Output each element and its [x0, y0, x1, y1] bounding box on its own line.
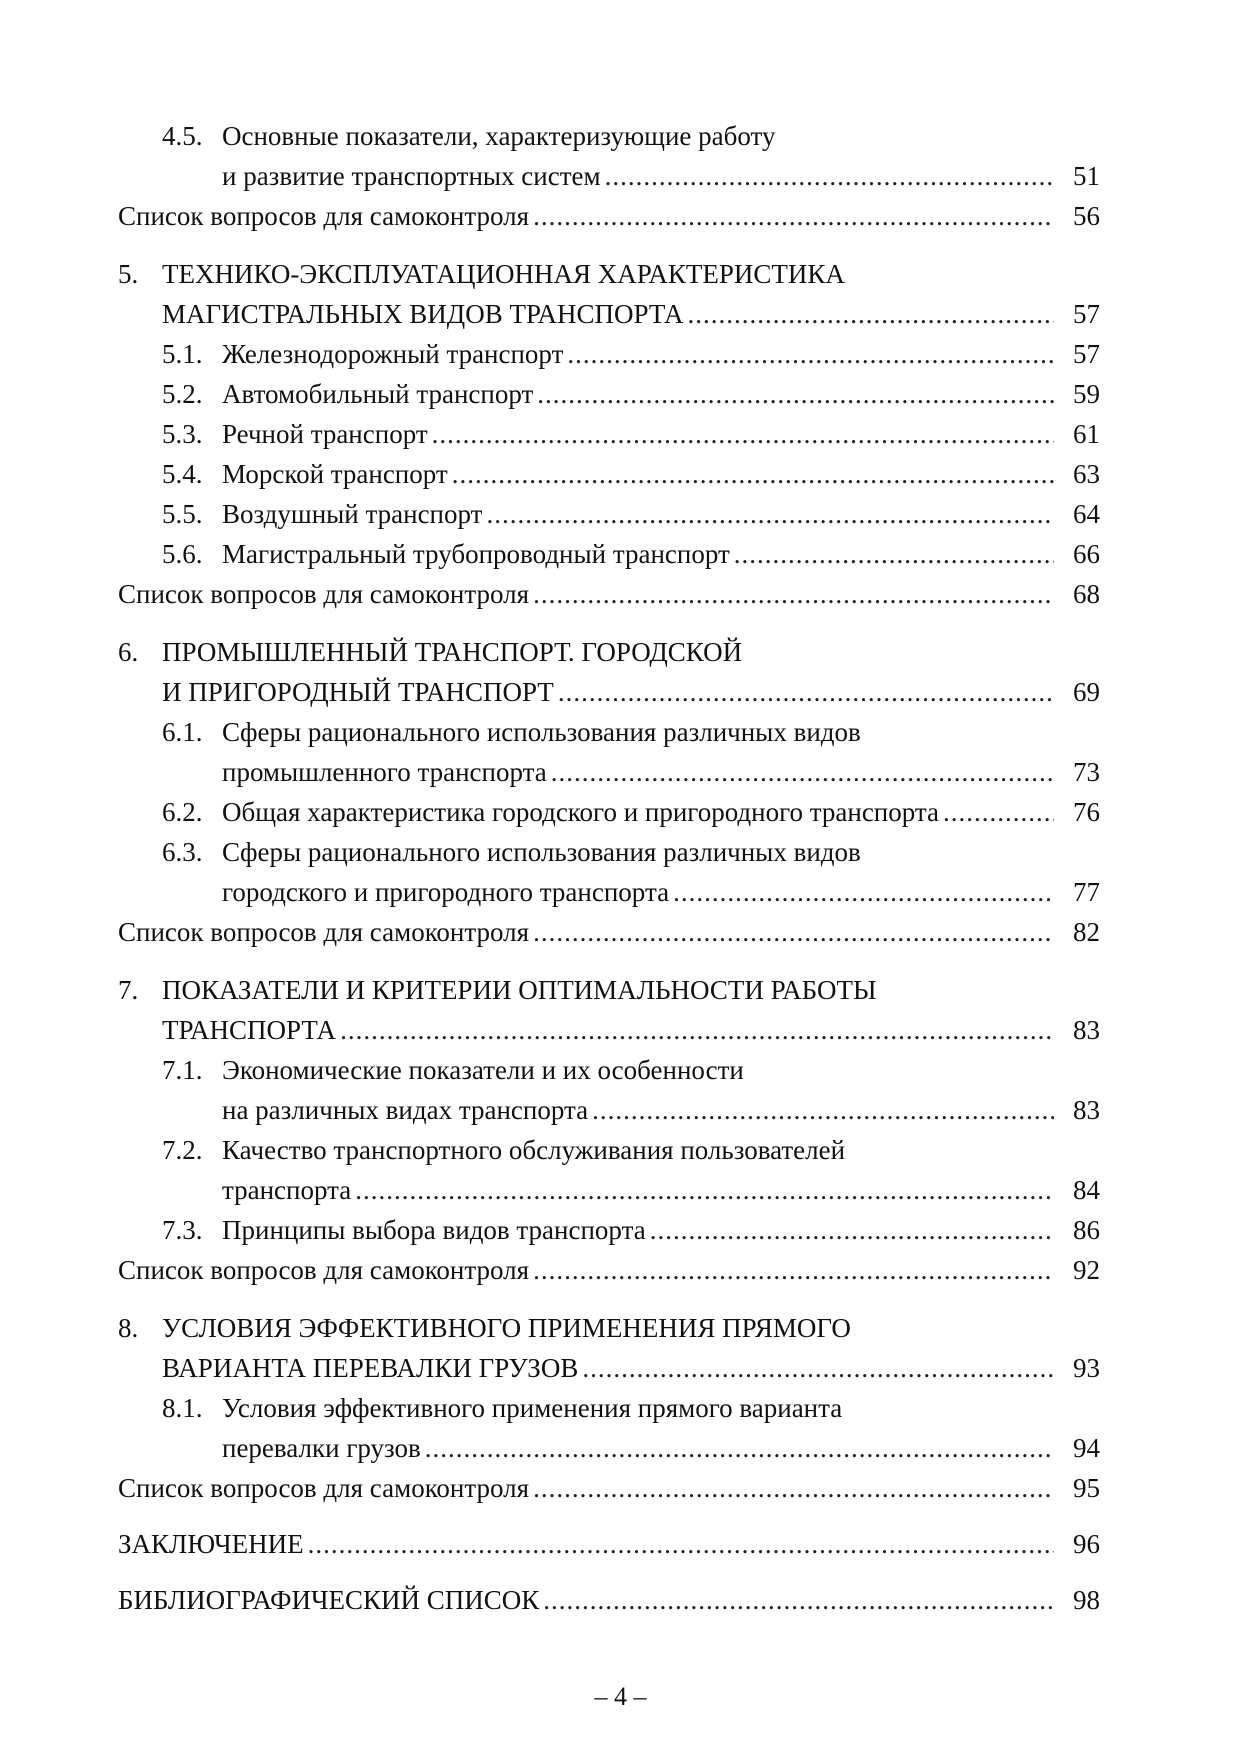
toc-title: Список вопросов для самоконтроля [118, 917, 530, 947]
toc-number: 6.3. [162, 837, 203, 867]
dot-leader [543, 1580, 1054, 1620]
toc-title: Список вопросов для самоконтроля [118, 1255, 530, 1285]
toc-line [118, 1524, 1100, 1564]
toc-section-entry [118, 494, 1100, 534]
toc-title: Сферы рационального использования различных видов [222, 837, 861, 867]
toc-line [118, 294, 1100, 334]
toc-title: ВАРИАНТА ПЕРЕВАЛКИ ГРУЗОВ [162, 1353, 579, 1383]
toc-number: 5.4. [162, 459, 203, 489]
toc-line [118, 1580, 1100, 1620]
toc-line [118, 494, 1100, 534]
toc-title: и развитие транспортных систем [222, 161, 601, 191]
toc-line [118, 414, 1100, 454]
toc-line [118, 454, 1100, 494]
toc-section-entry [118, 712, 1100, 792]
toc-page-number: 59 [1073, 379, 1100, 409]
dot-leader [486, 494, 1054, 534]
toc-chapter-entry [118, 632, 1100, 712]
toc-title: ПОКАЗАТЕЛИ И КРИТЕРИИ ОПТИМАЛЬНОСТИ РАБОТЫ [162, 975, 877, 1005]
toc-page-number: 83 [1073, 1095, 1100, 1125]
toc-line [118, 1050, 1100, 1090]
toc-page-number: 86 [1073, 1215, 1100, 1245]
toc-number: 5.2. [162, 379, 203, 409]
toc-page-number: 76 [1073, 797, 1100, 827]
toc-number: 6. [118, 637, 139, 667]
toc-title: Речной транспорт [222, 419, 428, 449]
dot-leader [551, 752, 1054, 792]
toc-page-number: 98 [1073, 1585, 1100, 1615]
toc-number: 5.1. [162, 339, 203, 369]
toc-page-number: 64 [1073, 499, 1100, 529]
toc-line [118, 1428, 1100, 1468]
toc-line [118, 712, 1100, 752]
toc-title: Воздушный транспорт [222, 499, 483, 529]
toc-title: на различных видах транспорта [222, 1095, 589, 1125]
toc-line [118, 872, 1100, 912]
toc-title: Автомобильный транспорт [222, 379, 534, 409]
toc-section-entry [118, 454, 1100, 494]
toc-line [118, 1308, 1100, 1348]
toc-line [118, 632, 1100, 672]
dot-leader [734, 534, 1054, 574]
toc-entry [118, 196, 1100, 236]
toc-number: 7.1. [162, 1055, 203, 1085]
toc-section-entry [118, 1388, 1100, 1468]
toc-title: Магистральный трубопроводный транспорт [222, 539, 730, 569]
toc-section-entry [118, 1050, 1100, 1130]
toc-page-number: 61 [1073, 419, 1100, 449]
page-number: – 4 – [594, 1682, 647, 1711]
toc-line [118, 832, 1100, 872]
dot-leader [533, 574, 1054, 614]
toc-section-entry [118, 1130, 1100, 1210]
toc-chapter-entry [118, 1308, 1100, 1388]
toc-title: Экономические показатели и их особенности [222, 1055, 744, 1085]
dot-leader [650, 1210, 1054, 1250]
toc-line [118, 1130, 1100, 1170]
toc-title: Качество транспортного обслуживания пользователей [222, 1135, 846, 1165]
toc-line [118, 912, 1100, 952]
dot-leader [592, 1090, 1054, 1130]
toc-page-number: 69 [1073, 677, 1100, 707]
dot-leader [452, 454, 1054, 494]
toc-line [118, 1170, 1100, 1210]
dot-leader [533, 912, 1054, 952]
toc-title: транспорта [222, 1175, 352, 1205]
toc-page-number: 51 [1073, 161, 1100, 191]
toc-line [118, 156, 1100, 196]
toc-title: ЗАКЛЮЧЕНИЕ [118, 1529, 304, 1559]
toc-line [118, 374, 1100, 414]
toc-number: 7. [118, 975, 139, 1005]
dot-leader [533, 1468, 1054, 1508]
toc-entry [118, 574, 1100, 614]
toc-section-entry [118, 334, 1100, 374]
toc-chapter-entry [118, 1580, 1100, 1620]
dot-leader [340, 1010, 1054, 1050]
dot-leader [432, 414, 1054, 454]
toc-title: ТРАНСПОРТА [162, 1015, 337, 1045]
dot-leader [558, 672, 1054, 712]
toc-line [118, 1388, 1100, 1428]
toc-title: ТЕХНИКО-ЭКСПЛУАТАЦИОННАЯ ХАРАКТЕРИСТИКА [162, 259, 845, 289]
table-of-contents [118, 116, 1100, 1620]
toc-number: 5. [118, 259, 139, 289]
toc-title: Условия эффективного применения прямого варианта [222, 1393, 843, 1423]
toc-number: 8.1. [162, 1393, 203, 1423]
toc-title: Морской транспорт [222, 459, 448, 489]
dot-leader [605, 156, 1054, 196]
toc-title: городского и пригородного транспорта [222, 877, 670, 907]
dot-leader [688, 294, 1054, 334]
toc-page-number: 77 [1073, 877, 1100, 907]
toc-section-entry [118, 374, 1100, 414]
dot-leader [673, 872, 1054, 912]
dot-leader [425, 1428, 1054, 1468]
toc-line [118, 1468, 1100, 1508]
toc-entry [118, 912, 1100, 952]
toc-section-entry [118, 832, 1100, 912]
toc-page-number: 57 [1073, 299, 1100, 329]
toc-entry [118, 1468, 1100, 1508]
toc-title: Сферы рационального использования различных видов [222, 717, 861, 747]
toc-number: 6.1. [162, 717, 203, 747]
toc-number: 6.2. [162, 797, 203, 827]
toc-page-number: 94 [1073, 1433, 1100, 1463]
toc-line [118, 1010, 1100, 1050]
toc-line [118, 254, 1100, 294]
toc-page-number: 68 [1073, 579, 1100, 609]
toc-line [118, 1348, 1100, 1388]
toc-page-number: 83 [1073, 1015, 1100, 1045]
toc-page-number: 56 [1073, 201, 1100, 231]
toc-section-entry [118, 792, 1100, 832]
toc-title: И ПРИГОРОДНЫЙ ТРАНСПОРТ [162, 677, 554, 707]
toc-page-number: 93 [1073, 1353, 1100, 1383]
toc-title: Список вопросов для самоконтроля [118, 201, 530, 231]
toc-line [118, 1250, 1100, 1290]
toc-number: 5.5. [162, 499, 203, 529]
toc-section-entry [118, 116, 1100, 196]
dot-leader [582, 1348, 1054, 1388]
toc-title: УСЛОВИЯ ЭФФЕКТИВНОГО ПРИМЕНЕНИЯ ПРЯМОГО [162, 1313, 851, 1343]
toc-number: 5.3. [162, 419, 203, 449]
toc-title: Принципы выбора видов транспорта [222, 1215, 646, 1245]
toc-title: перевалки грузов [222, 1433, 421, 1463]
toc-number: 5.6. [162, 539, 203, 569]
toc-section-entry [118, 534, 1100, 574]
toc-chapter-entry [118, 1524, 1100, 1564]
toc-number: 8. [118, 1313, 139, 1343]
toc-page-number: 95 [1073, 1473, 1100, 1503]
toc-title: Основные показатели, характеризующие работу [222, 121, 776, 151]
toc-line [118, 116, 1100, 156]
toc-number: 4.5. [162, 121, 203, 151]
dot-leader [308, 1524, 1054, 1564]
toc-line [118, 1090, 1100, 1130]
toc-chapter-entry [118, 970, 1100, 1050]
toc-page-number: 73 [1073, 757, 1100, 787]
toc-page-number: 82 [1073, 917, 1100, 947]
toc-title: промышленного транспорта [222, 757, 547, 787]
dot-leader [537, 374, 1054, 414]
dot-leader [355, 1170, 1054, 1210]
toc-entry [118, 1250, 1100, 1290]
toc-page-number: 63 [1073, 459, 1100, 489]
toc-line [118, 196, 1100, 236]
toc-number: 7.3. [162, 1215, 203, 1245]
toc-title: ПРОМЫШЛЕННЫЙ ТРАНСПОРТ. ГОРОДСКОЙ [162, 637, 743, 667]
toc-title: Список вопросов для самоконтроля [118, 1473, 530, 1503]
toc-number: 7.2. [162, 1135, 203, 1165]
toc-title: МАГИСТРАЛЬНЫХ ВИДОВ ТРАНСПОРТА [162, 299, 684, 329]
toc-title: БИБЛИОГРАФИЧЕСКИЙ СПИСОК [118, 1585, 540, 1615]
toc-page-number: 57 [1073, 339, 1100, 369]
toc-title: Железнодорожный транспорт [222, 339, 564, 369]
dot-leader [533, 196, 1054, 236]
toc-title: Общая характеристика городского и пригородного транспорта [222, 797, 940, 827]
toc-line [118, 574, 1100, 614]
toc-page-number: 66 [1073, 539, 1100, 569]
toc-chapter-entry [118, 254, 1100, 334]
dot-leader [567, 334, 1054, 374]
toc-line [118, 792, 1100, 832]
dot-leader [533, 1250, 1054, 1290]
toc-line [118, 970, 1100, 1010]
toc-page-number: 92 [1073, 1255, 1100, 1285]
toc-title: Список вопросов для самоконтроля [118, 579, 530, 609]
toc-page-number: 84 [1073, 1175, 1100, 1205]
toc-line [118, 534, 1100, 574]
toc-page-number: 96 [1073, 1529, 1100, 1559]
toc-line [118, 334, 1100, 374]
dot-leader [943, 792, 1054, 832]
toc-line [118, 672, 1100, 712]
toc-section-entry [118, 414, 1100, 454]
toc-line [118, 1210, 1100, 1250]
toc-section-entry [118, 1210, 1100, 1250]
toc-line [118, 752, 1100, 792]
